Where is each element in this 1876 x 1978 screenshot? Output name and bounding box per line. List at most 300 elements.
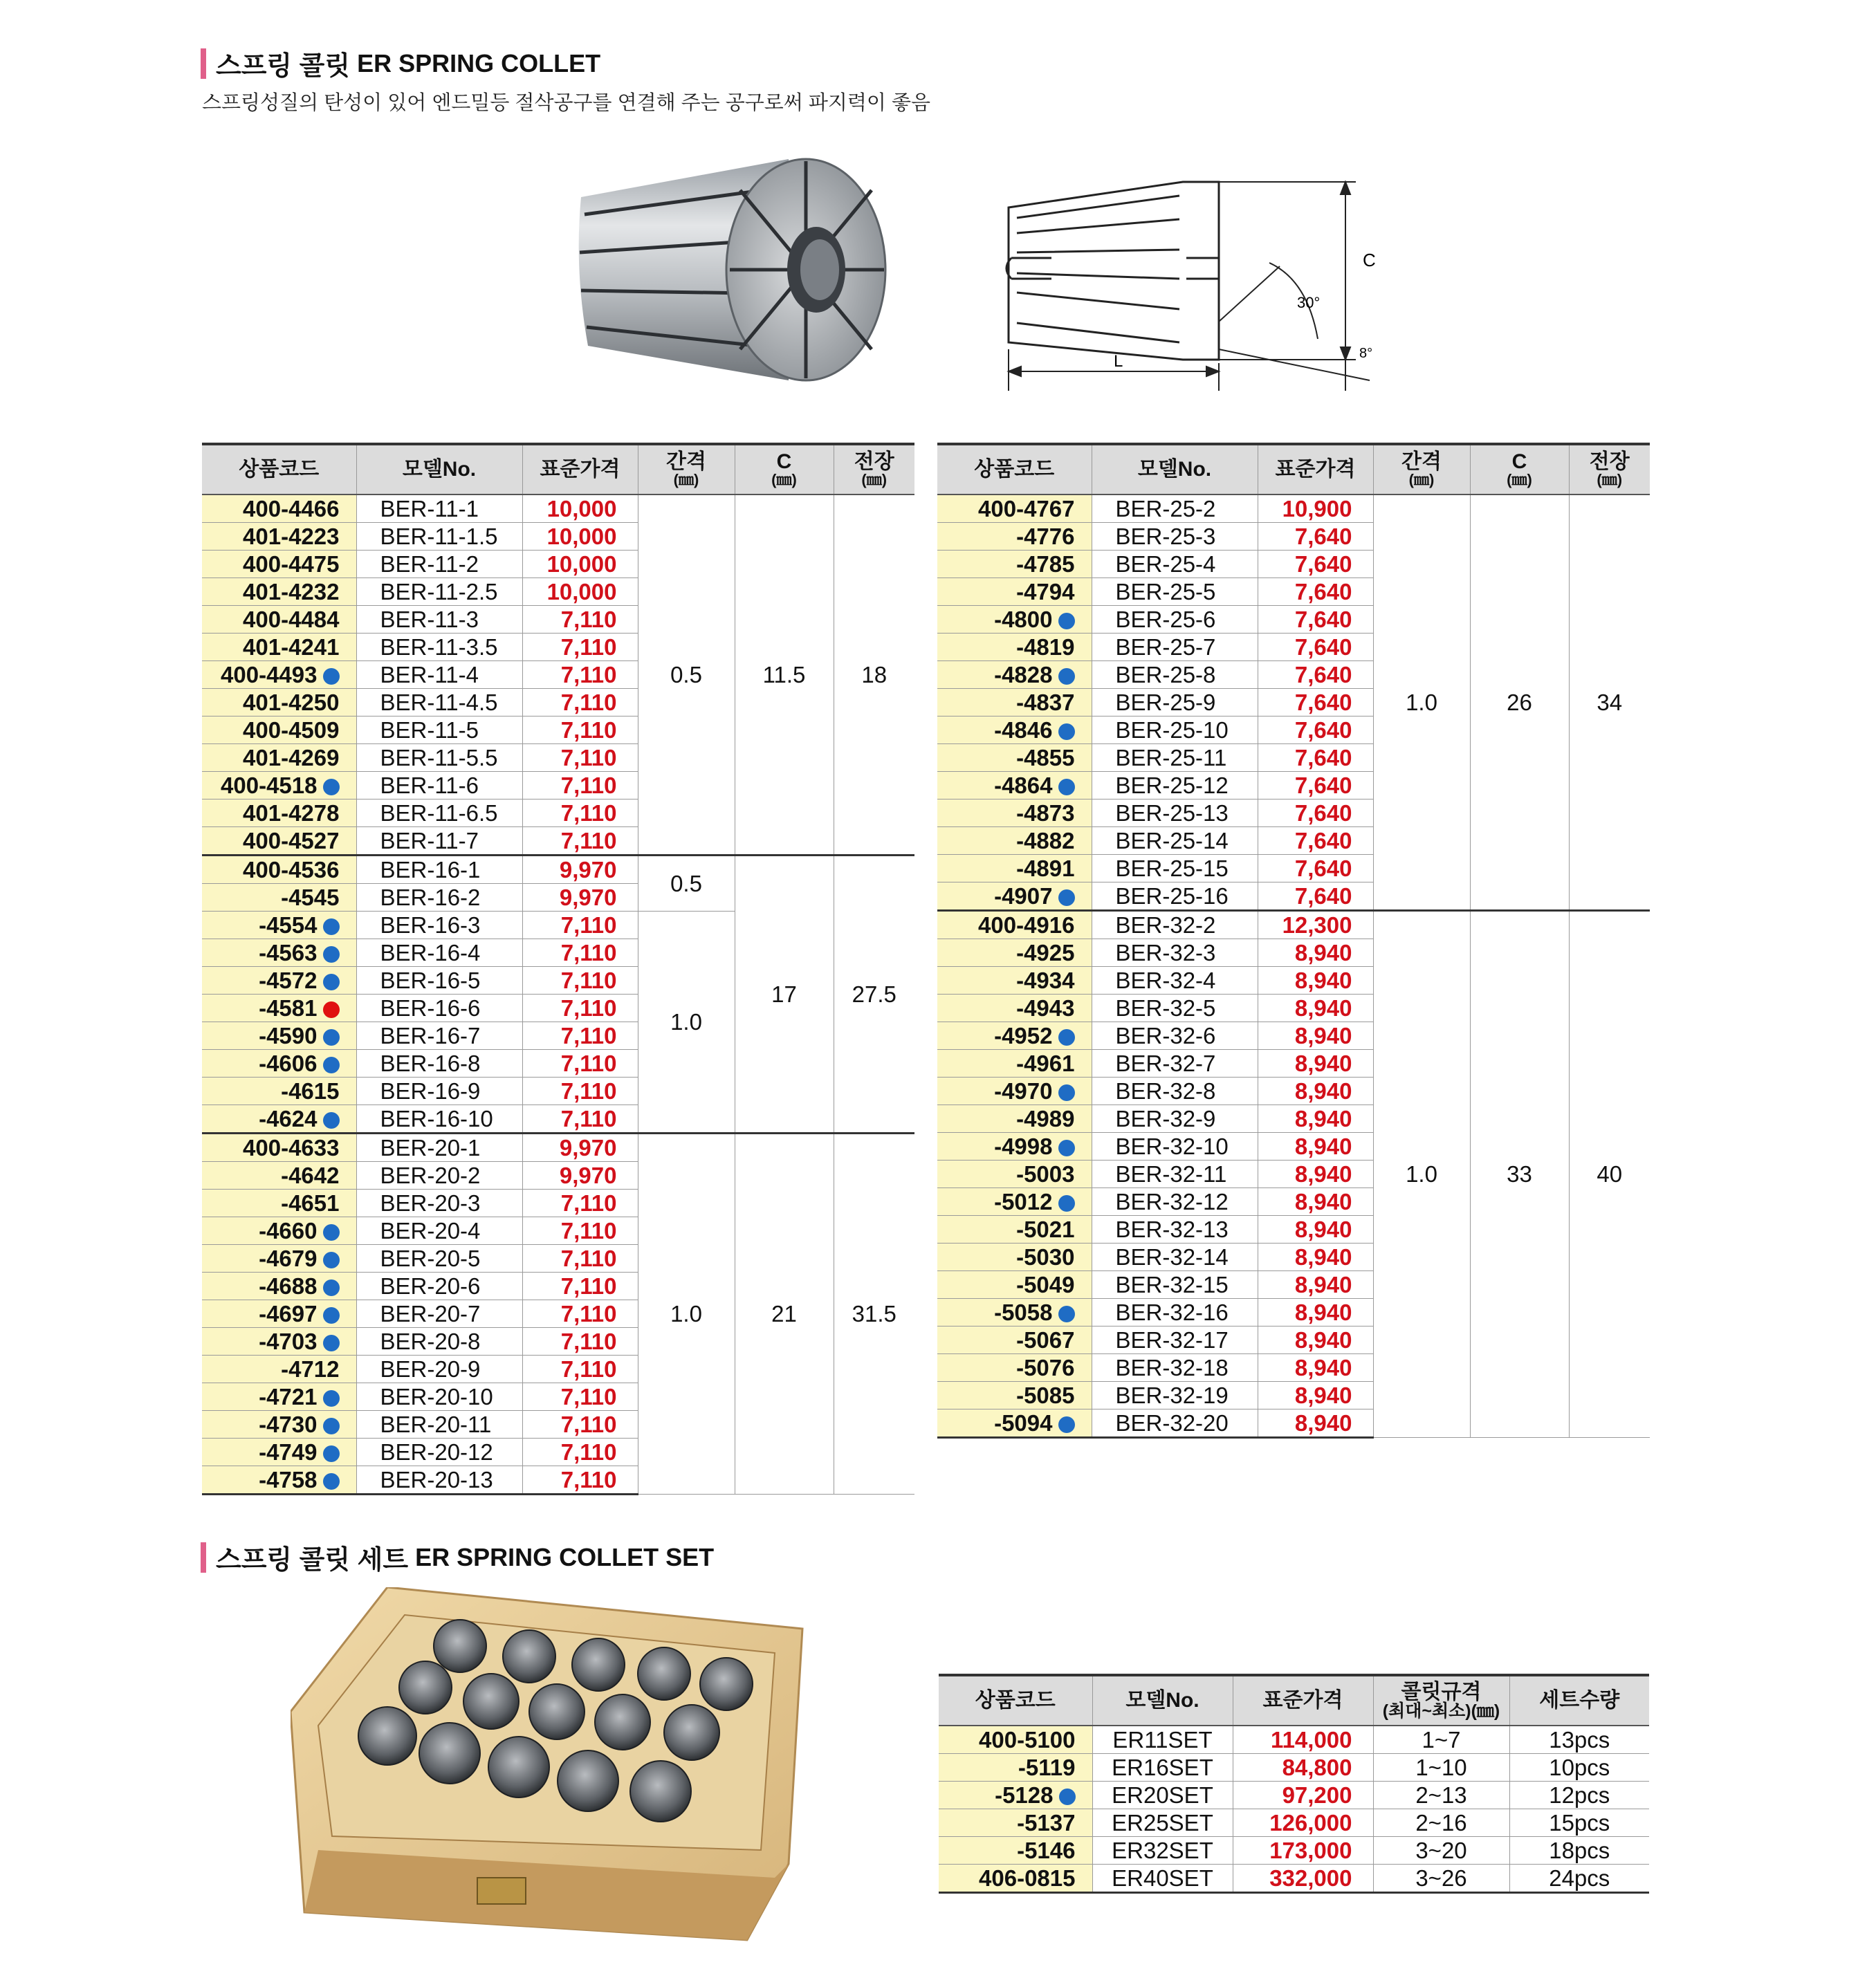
blue-dot-icon: [1058, 1029, 1075, 1046]
model-number: BER-20-4: [356, 1217, 522, 1245]
product-code-cell: [202, 884, 356, 912]
product-code-cell: [202, 1300, 356, 1328]
product-code-cell: [202, 1050, 356, 1078]
model-number: BER-20-3: [356, 1190, 522, 1217]
product-code-cell: [937, 1022, 1092, 1050]
standard-price: 8,940: [1258, 1133, 1373, 1161]
model-number: BER-20-7: [356, 1300, 522, 1328]
header-price: 표준가격: [1258, 444, 1373, 494]
header-code: 상품코드: [202, 444, 356, 494]
model-number: BER-16-8: [356, 1050, 522, 1078]
standard-price: 7,110: [522, 995, 638, 1022]
standard-price: 10,000: [522, 494, 638, 523]
title-english: ER SPRING COLLET SET: [415, 1542, 715, 1571]
product-code-cell: [202, 1411, 356, 1439]
standard-price: 7,110: [522, 1245, 638, 1273]
product-code-cell: [937, 799, 1092, 827]
table-row: [202, 856, 914, 884]
standard-price: 9,970: [522, 856, 638, 884]
product-code-cell: [937, 911, 1092, 939]
table-row: [939, 1809, 1649, 1837]
header-gap: [638, 444, 735, 494]
standard-price: 173,000: [1233, 1837, 1373, 1865]
product-code: -4925: [1016, 939, 1075, 965]
product-code-cell: [202, 772, 356, 799]
product-code-cell: [937, 939, 1092, 967]
standard-price: 10,900: [1258, 494, 1373, 523]
header-gap-label: 간격: [666, 450, 706, 473]
product-code: -4721: [259, 1383, 318, 1409]
gap-value: 1.0: [638, 1134, 735, 1495]
product-code: 400-4475: [243, 551, 340, 577]
blue-dot-icon: [323, 1307, 340, 1324]
standard-price: 7,110: [522, 634, 638, 661]
set-quantity: 12pcs: [1509, 1782, 1649, 1809]
table-row: [202, 1134, 914, 1162]
product-code-cell: [202, 1105, 356, 1134]
standard-price: 7,110: [522, 1105, 638, 1134]
header-gap-label: 간격: [1401, 450, 1442, 473]
model-number: BER-20-2: [356, 1162, 522, 1190]
product-code: -4712: [281, 1356, 340, 1382]
product-code-cell: [937, 827, 1092, 855]
label-l: L: [1114, 352, 1123, 371]
standard-price: 10,000: [522, 551, 638, 578]
header-c: [1470, 444, 1569, 494]
product-code: -4864: [994, 772, 1053, 798]
standard-price: 7,110: [522, 606, 638, 634]
model-number: BER-25-8: [1092, 661, 1258, 689]
standard-price: 126,000: [1233, 1809, 1373, 1837]
table-row: [939, 1865, 1649, 1893]
product-code: -4642: [281, 1162, 340, 1188]
standard-price: 84,800: [1233, 1754, 1373, 1782]
product-code-cell: [937, 523, 1092, 551]
standard-price: 7,110: [522, 799, 638, 827]
product-code: -5049: [1016, 1271, 1075, 1297]
model-number: BER-20-10: [356, 1383, 522, 1411]
gap-value: 1.0: [1373, 494, 1470, 911]
table-header-row: [939, 1675, 1649, 1726]
product-code-cell: [939, 1837, 1092, 1865]
product-code: -4651: [281, 1190, 340, 1216]
standard-price: 7,640: [1258, 744, 1373, 772]
standard-price: 114,000: [1233, 1726, 1373, 1754]
total-length: 31.5: [834, 1134, 914, 1495]
model-number: BER-16-9: [356, 1078, 522, 1105]
standard-price: 8,940: [1258, 1299, 1373, 1327]
product-code: -4891: [1016, 855, 1075, 881]
model-number: BER-32-13: [1092, 1216, 1258, 1244]
model-number: BER-25-9: [1092, 689, 1258, 717]
model-number: BER-32-16: [1092, 1299, 1258, 1327]
product-code: -5058: [994, 1299, 1053, 1325]
product-code-cell: [937, 1244, 1092, 1271]
product-code-cell: [202, 967, 356, 995]
product-code-cell: [937, 1382, 1092, 1409]
product-code: -5003: [1016, 1161, 1075, 1187]
header-price: 표준가격: [522, 444, 638, 494]
standard-price: 9,970: [522, 1162, 638, 1190]
collet-spec-range: 1~10: [1373, 1754, 1509, 1782]
product-code: 401-4250: [243, 689, 340, 715]
c-dimension: 21: [735, 1134, 834, 1495]
table-row: [937, 911, 1650, 939]
standard-price: 9,970: [522, 884, 638, 912]
blue-dot-icon: [1058, 1195, 1075, 1212]
header-set-qty: 세트수량: [1509, 1675, 1649, 1726]
standard-price: 7,110: [522, 827, 638, 856]
product-code-cell: [202, 912, 356, 939]
blue-dot-icon: [323, 1224, 340, 1241]
collet-spec-range: 2~13: [1373, 1782, 1509, 1809]
product-code: -5030: [1016, 1244, 1075, 1270]
total-length: 40: [1569, 911, 1650, 1438]
model-number: BER-11-4: [356, 661, 522, 689]
standard-price: 7,640: [1258, 717, 1373, 744]
product-code-cell: [937, 1299, 1092, 1327]
model-number: BER-20-12: [356, 1439, 522, 1466]
header-gap-unit: (㎜): [673, 471, 699, 488]
model-number: BER-32-10: [1092, 1133, 1258, 1161]
product-code-cell: [202, 494, 356, 523]
blue-dot-icon: [1058, 723, 1075, 740]
gap-value: 1.0: [638, 912, 735, 1134]
product-code: -5146: [1017, 1837, 1076, 1863]
collet-set-table: [939, 1674, 1649, 1894]
product-code: 401-4241: [243, 634, 340, 660]
product-code-cell: [202, 1273, 356, 1300]
standard-price: 8,940: [1258, 1354, 1373, 1382]
product-code: -5021: [1016, 1216, 1075, 1242]
product-code: -4606: [259, 1050, 318, 1076]
header-spec-unit: (최대~최소)(㎜): [1382, 1701, 1500, 1721]
product-code: 400-4633: [243, 1134, 340, 1161]
model-number: BER-25-13: [1092, 799, 1258, 827]
header-length-unit: (㎜): [1597, 471, 1623, 488]
model-number: BER-32-14: [1092, 1244, 1258, 1271]
set-quantity: 13pcs: [1509, 1726, 1649, 1754]
standard-price: 8,940: [1258, 967, 1373, 995]
table-row: [202, 494, 914, 523]
product-code: -4998: [994, 1133, 1053, 1159]
header-c-label: C: [776, 450, 792, 473]
product-code: -4800: [994, 606, 1053, 632]
collet-dimension-diagram: [996, 169, 1383, 398]
standard-price: 7,110: [522, 1300, 638, 1328]
standard-price: 7,110: [522, 1356, 638, 1383]
standard-price: 7,640: [1258, 772, 1373, 799]
product-code: -4545: [281, 884, 340, 910]
product-code-cell: [937, 882, 1092, 911]
model-number: BER-11-2.5: [356, 578, 522, 606]
c-dimension: 26: [1470, 494, 1569, 911]
model-number: BER-11-6: [356, 772, 522, 799]
product-code-cell: [937, 606, 1092, 634]
product-code-cell: [202, 939, 356, 967]
product-code: 400-4466: [243, 495, 340, 521]
standard-price: 7,110: [522, 1383, 638, 1411]
label-angle-8: 8°: [1359, 346, 1373, 361]
product-code: -4943: [1016, 995, 1075, 1021]
model-number: BER-32-18: [1092, 1354, 1258, 1382]
blue-dot-icon: [323, 946, 340, 963]
model-number: BER-11-4.5: [356, 689, 522, 717]
standard-price: 8,940: [1258, 939, 1373, 967]
product-code: 400-4493: [221, 661, 318, 687]
blue-dot-icon: [323, 1252, 340, 1268]
model-number: BER-20-13: [356, 1466, 522, 1495]
model-number: BER-32-11: [1092, 1161, 1258, 1188]
product-code-cell: [939, 1782, 1092, 1809]
product-code: -4907: [994, 882, 1053, 909]
collet-spec-range: 2~16: [1373, 1809, 1509, 1837]
collet-set-box-photo: [291, 1587, 816, 1947]
standard-price: 8,940: [1258, 1188, 1373, 1216]
header-length: [1569, 444, 1650, 494]
product-code: 401-4269: [243, 744, 340, 770]
standard-price: 7,110: [522, 1078, 638, 1105]
product-code-cell: [937, 1216, 1092, 1244]
model-number: BER-32-19: [1092, 1382, 1258, 1409]
model-number: BER-25-11: [1092, 744, 1258, 772]
product-code-cell: [937, 661, 1092, 689]
model-number: BER-32-12: [1092, 1188, 1258, 1216]
standard-price: 7,640: [1258, 882, 1373, 911]
product-code-cell: [937, 1133, 1092, 1161]
standard-price: 8,940: [1258, 1105, 1373, 1133]
model-number: BER-32-5: [1092, 995, 1258, 1022]
set-quantity: 18pcs: [1509, 1837, 1649, 1865]
product-code-cell: [937, 1354, 1092, 1382]
model-number: BER-32-9: [1092, 1105, 1258, 1133]
product-code: -5085: [1016, 1382, 1075, 1408]
model-number: BER-32-4: [1092, 967, 1258, 995]
model-number: BER-16-7: [356, 1022, 522, 1050]
product-code-cell: [202, 1245, 356, 1273]
header-collet-spec: [1373, 1675, 1509, 1726]
header-model: 모델No.: [356, 444, 522, 494]
product-code-cell: [202, 606, 356, 634]
product-code-cell: [202, 578, 356, 606]
model-number: BER-11-1: [356, 494, 522, 523]
blue-dot-icon: [323, 1279, 340, 1296]
product-code-cell: [937, 1105, 1092, 1133]
product-code: -4776: [1016, 523, 1075, 549]
standard-price: 7,110: [522, 912, 638, 939]
product-code: 400-5100: [979, 1726, 1076, 1753]
standard-price: 7,110: [522, 744, 638, 772]
product-code-cell: [202, 1383, 356, 1411]
header-c-unit: (㎜): [1507, 471, 1532, 488]
product-code-cell: [937, 1050, 1092, 1078]
product-code-cell: [937, 995, 1092, 1022]
product-code-cell: [202, 1022, 356, 1050]
product-code: -4794: [1016, 578, 1075, 604]
product-code-cell: [937, 1409, 1092, 1438]
blue-dot-icon: [323, 1112, 340, 1129]
standard-price: 8,940: [1258, 1271, 1373, 1299]
total-length: 27.5: [834, 856, 914, 1134]
header-c: [735, 444, 834, 494]
product-code-cell: [202, 1217, 356, 1245]
product-code: -4572: [259, 967, 318, 993]
product-code: -4855: [1016, 744, 1075, 770]
product-code: -4554: [259, 912, 318, 938]
model-number: BER-25-16: [1092, 882, 1258, 911]
standard-price: 7,110: [522, 1439, 638, 1466]
table-row: [939, 1837, 1649, 1865]
section-subtitle: 스프링성질의 탄성이 있어 엔드밀등 절삭공구를 연결해 주는 공구로써 파지력이 좋음: [202, 92, 931, 114]
label-angle-30: 30°: [1297, 294, 1321, 311]
standard-price: 7,110: [522, 939, 638, 967]
product-code-cell: [202, 689, 356, 717]
model-number: BER-25-10: [1092, 717, 1258, 744]
collet-table-right: [937, 443, 1650, 1439]
product-code: 400-4518: [221, 772, 318, 798]
product-code: -4828: [994, 661, 1053, 687]
standard-price: 7,110: [522, 1328, 638, 1356]
model-number: BER-16-6: [356, 995, 522, 1022]
model-number: BER-32-20: [1092, 1409, 1258, 1438]
blue-dot-icon: [1058, 668, 1075, 685]
blue-dot-icon: [1058, 1416, 1075, 1433]
product-code: -5094: [994, 1409, 1053, 1436]
model-number: BER-32-7: [1092, 1050, 1258, 1078]
product-code: -4703: [259, 1328, 318, 1354]
product-code: -5137: [1017, 1809, 1076, 1836]
standard-price: 8,940: [1258, 1216, 1373, 1244]
blue-dot-icon: [1058, 1306, 1075, 1322]
blue-dot-icon: [323, 668, 340, 685]
gap-value: 0.5: [638, 856, 735, 912]
product-code: -4758: [259, 1466, 318, 1492]
table-row: [939, 1782, 1649, 1809]
model-number: BER-25-3: [1092, 523, 1258, 551]
total-length: 18: [834, 494, 914, 856]
standard-price: 8,940: [1258, 1327, 1373, 1354]
standard-price: 10,000: [522, 578, 638, 606]
model-number: BER-32-15: [1092, 1271, 1258, 1299]
header-length-unit: (㎜): [861, 471, 888, 488]
model-number: BER-32-6: [1092, 1022, 1258, 1050]
collet-spec-range: 3~20: [1373, 1837, 1509, 1865]
model-number: BER-20-6: [356, 1273, 522, 1300]
product-code-cell: [937, 717, 1092, 744]
model-number: ER25SET: [1092, 1809, 1233, 1837]
header-c-unit: (㎜): [771, 471, 797, 488]
standard-price: 8,940: [1258, 1244, 1373, 1271]
standard-price: 7,640: [1258, 827, 1373, 855]
standard-price: 7,110: [522, 1273, 638, 1300]
header-model: 모델No.: [1092, 444, 1258, 494]
product-code-cell: [202, 1134, 356, 1162]
standard-price: 8,940: [1258, 1409, 1373, 1438]
blue-dot-icon: [1058, 1084, 1075, 1101]
header-code: 상품코드: [939, 1675, 1092, 1726]
model-number: BER-16-1: [356, 856, 522, 884]
model-number: BER-20-5: [356, 1245, 522, 1273]
standard-price: 7,110: [522, 1466, 638, 1495]
model-number: ER11SET: [1092, 1726, 1233, 1754]
standard-price: 7,640: [1258, 551, 1373, 578]
standard-price: 7,110: [522, 689, 638, 717]
standard-price: 7,110: [522, 717, 638, 744]
product-code-cell: [202, 1439, 356, 1466]
product-code-cell: [937, 772, 1092, 799]
product-code: -4660: [259, 1217, 318, 1244]
standard-price: 332,000: [1233, 1865, 1373, 1893]
product-code-cell: [202, 661, 356, 689]
product-code-cell: [939, 1865, 1092, 1893]
table-header-row: [202, 444, 914, 494]
blue-dot-icon: [323, 1390, 340, 1407]
product-code: -4590: [259, 1022, 318, 1048]
standard-price: 7,640: [1258, 523, 1373, 551]
product-code-cell: [937, 494, 1092, 523]
model-number: BER-11-7: [356, 827, 522, 856]
standard-price: 9,970: [522, 1134, 638, 1162]
set-quantity: 15pcs: [1509, 1809, 1649, 1837]
model-number: BER-11-1.5: [356, 523, 522, 551]
title-korean: 스프링 콜릿 세트: [216, 1546, 409, 1575]
model-number: BER-20-9: [356, 1356, 522, 1383]
product-code-cell: [202, 634, 356, 661]
product-code: -4952: [994, 1022, 1053, 1048]
product-code: -4819: [1016, 634, 1075, 660]
product-code: 400-4916: [978, 912, 1075, 938]
standard-price: 7,640: [1258, 689, 1373, 717]
product-code-cell: [937, 1078, 1092, 1105]
model-number: BER-25-6: [1092, 606, 1258, 634]
product-code-cell: [202, 856, 356, 884]
product-code: -4970: [994, 1078, 1053, 1104]
set-quantity: 10pcs: [1509, 1754, 1649, 1782]
standard-price: 7,640: [1258, 578, 1373, 606]
title-korean: 스프링 콜릿: [216, 52, 351, 81]
product-code-cell: [937, 1161, 1092, 1188]
standard-price: 7,110: [522, 1190, 638, 1217]
title-accent-bar: [201, 48, 206, 79]
standard-price: 8,940: [1258, 1078, 1373, 1105]
red-dot-icon: [323, 1001, 340, 1018]
blue-dot-icon: [1058, 889, 1075, 906]
product-code-cell: [939, 1726, 1092, 1754]
product-code: -5119: [1018, 1754, 1076, 1780]
product-code-cell: [202, 995, 356, 1022]
total-length: 34: [1569, 494, 1650, 911]
model-number: BER-25-4: [1092, 551, 1258, 578]
model-number: BER-11-3: [356, 606, 522, 634]
collet-spec-range: 1~7: [1373, 1726, 1509, 1754]
model-number: BER-11-5: [356, 717, 522, 744]
model-number: ER20SET: [1092, 1782, 1233, 1809]
product-code: 401-4232: [243, 578, 340, 604]
product-code: -5067: [1016, 1327, 1075, 1353]
product-code-cell: [937, 689, 1092, 717]
blue-dot-icon: [323, 918, 340, 935]
blue-dot-icon: [323, 1473, 340, 1490]
product-code: 400-4767: [978, 495, 1075, 521]
model-number: BER-11-2: [356, 551, 522, 578]
product-code-cell: [202, 717, 356, 744]
title-accent-bar: [201, 1542, 206, 1573]
collet-spec-range: 3~26: [1373, 1865, 1509, 1893]
blue-dot-icon: [323, 779, 340, 795]
standard-price: 7,640: [1258, 855, 1373, 882]
model-number: BER-25-5: [1092, 578, 1258, 606]
product-code-cell: [202, 1078, 356, 1105]
